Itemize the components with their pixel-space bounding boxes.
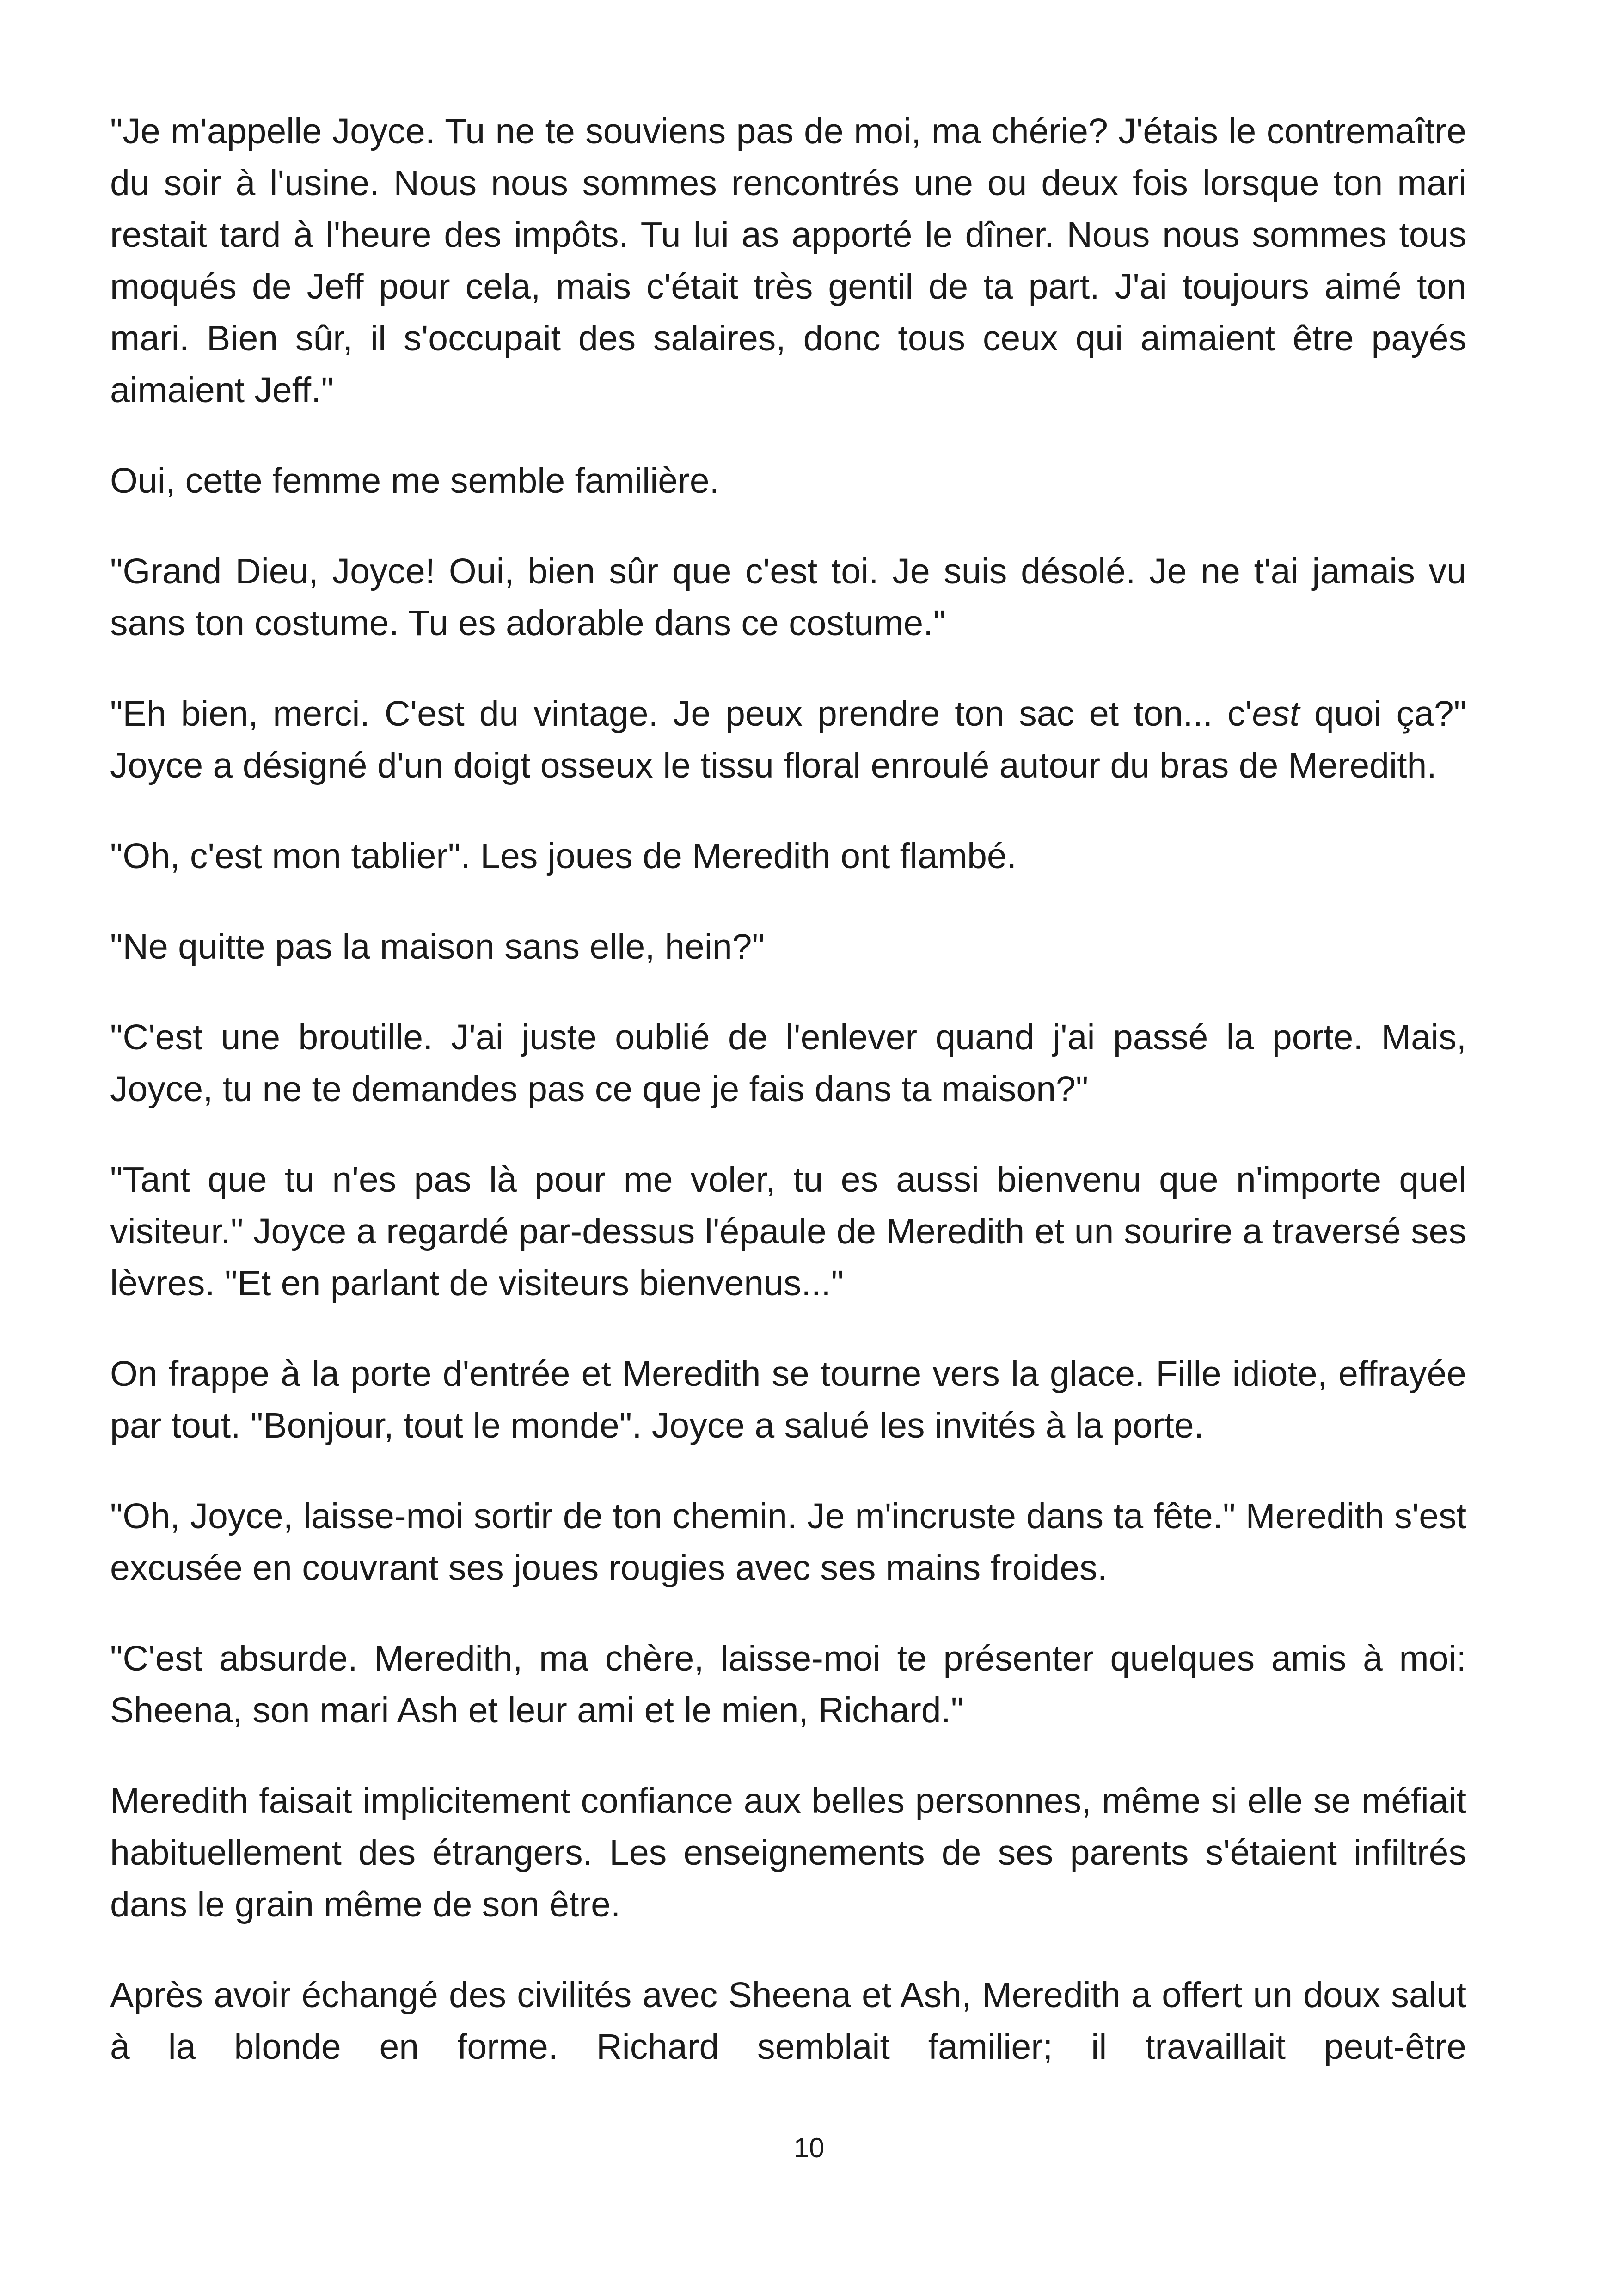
italic-emphasis: est (1252, 694, 1300, 734)
paragraph (110, 688, 1466, 791)
paragraph: "Oh, c'est mon tablier". Les joues de Meredith ont flambé. (110, 836, 1017, 876)
paragraph-text: "Eh bien, merci. C'est du vintage. Je peux prendre ton sac et ton... c' (110, 694, 1252, 734)
paragraph-text: quoi ça?" Joyce a désigné d'un doigt osseux le tissu floral enroulé autour du bras de Meredith. (110, 694, 1466, 785)
body-text (110, 105, 1466, 2112)
paragraph: Meredith faisait implicitement confiance aux belles personnes, même si elle se méfiait habituellement des étrangers. Les enseignements de ses parents s'étaient infiltrés dans le grain même de son être. (110, 1781, 1466, 1924)
paragraph: "Tant que tu n'es pas là pour me voler, tu es aussi bienvenu que n'importe quel visiteur." Joyce a regardé par-dessus l'épaule de Meredith et un sourire a traversé ses lèvres. "Et en parlant de visiteurs bienvenus..." (110, 1160, 1466, 1303)
paragraph: "C'est absurde. Meredith, ma chère, laisse-moi te présenter quelques amis à moi: Sheena, son mari Ash et leur ami et le mien, Richard." (110, 1639, 1466, 1730)
paragraph: Après avoir échangé des civilités avec Sheena et Ash, Meredith a offert un doux salut à la blonde en forme. Richard semblait familier; il travaillait peut-être (110, 1975, 1466, 2067)
paragraph: On frappe à la porte d'entrée et Meredith se tourne vers la glace. Fille idiote, effrayée par tout. "Bonjour, tout le monde". Joyce a salué les invités à la porte. (110, 1354, 1466, 1445)
paragraph: Oui, cette femme me semble familière. (110, 461, 719, 501)
page-number: 10 (793, 2132, 825, 2163)
paragraph: "Oh, Joyce, laisse-moi sortir de ton chemin. Je m'incruste dans ta fête." Meredith s'est excusée en couvrant ses joues rougies avec ses mains froides. (110, 1496, 1466, 1588)
paragraph: "Ne quitte pas la maison sans elle, hein?" (110, 927, 765, 967)
paragraph: "Grand Dieu, Joyce! Oui, bien sûr que c'est toi. Je suis désolé. Je ne t'ai jamais vu sans ton costume. Tu es adorable dans ce costume." (110, 551, 1466, 643)
paragraph: "Je m'appelle Joyce. Tu ne te souviens pas de moi, ma chérie? J'étais le contremaître du soir à l'usine. Nous nous sommes rencontrés une ou deux fois lorsque ton mari restait tard à l'heure des impôts. Tu lui as apporté le dîner. Nous nous sommes tous moqués de Jeff pour cela, mais c'était très gentil de ta part. J'ai toujours aimé ton mari. Bien sûr, il s'occupait des salaires, donc tous ceux qui aimaient être payés aimaient Jeff." (110, 111, 1466, 410)
paragraph: "C'est une broutille. J'ai juste oublié de l'enlever quand j'ai passé la porte. Mais, Joyce, tu ne te demandes pas ce que je fais dans ta maison?" (110, 1017, 1466, 1109)
